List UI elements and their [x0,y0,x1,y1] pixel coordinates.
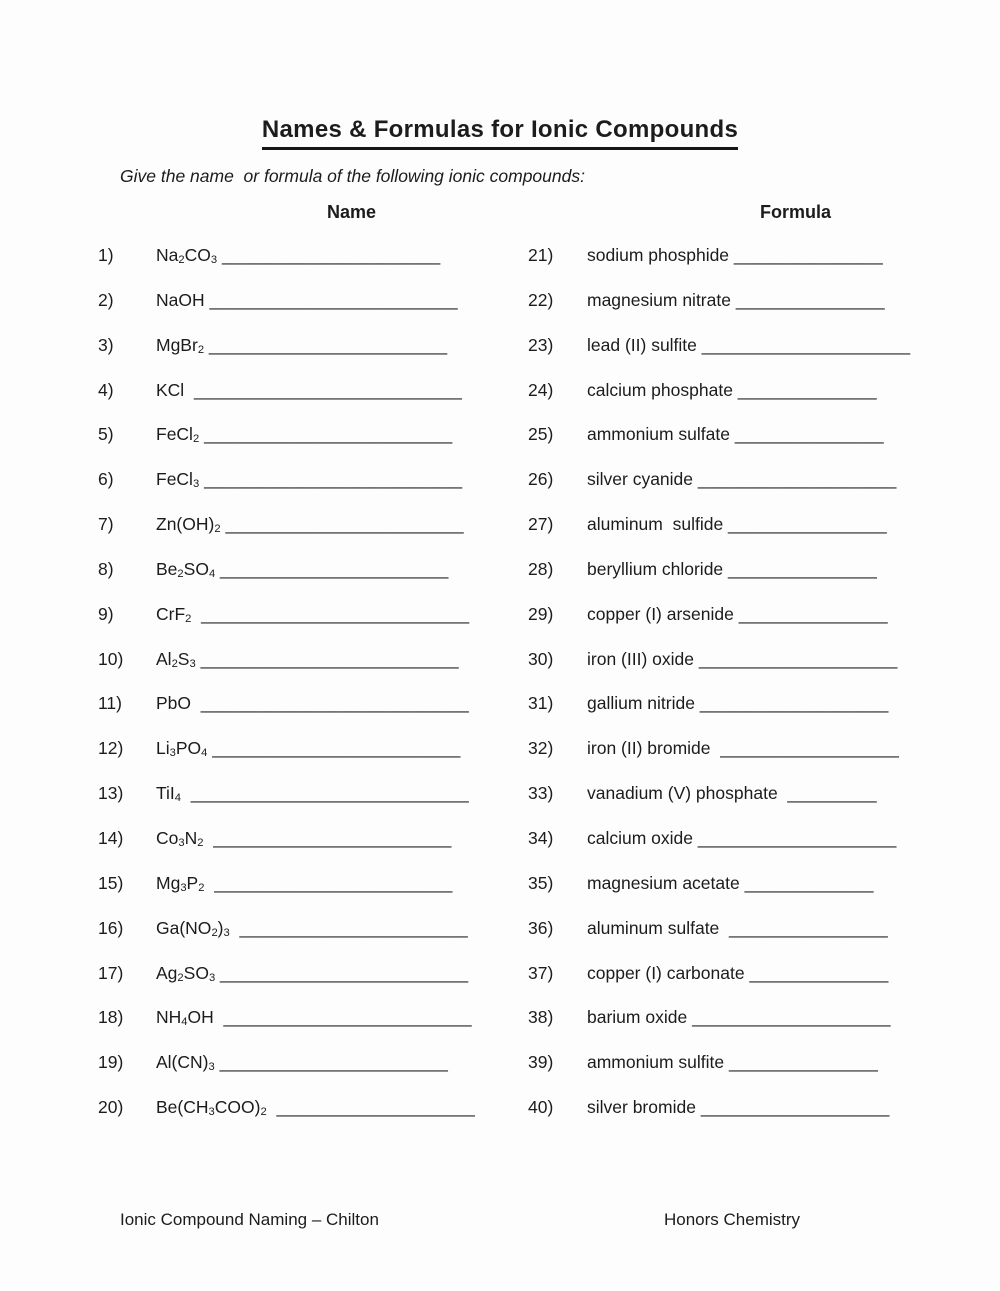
worksheet-row [98,558,528,603]
item-number: 27) [528,514,554,535]
answer-blank: _______________ [733,245,883,265]
item-number: 1) [98,245,114,265]
compound-formula: $NH_4OH$ [156,1007,219,1029]
worksheet-row [98,782,528,827]
item-number: 7) [98,514,114,535]
worksheet-row [98,1051,528,1096]
answer-blank: ___________________ [700,1097,890,1118]
worksheet-row [98,917,528,962]
item-number: 9) [98,603,114,624]
worksheet-row [528,1006,988,1051]
item-number: 18) [98,1007,124,1028]
item-number: 21) [528,245,554,265]
item-number: 16) [98,917,124,938]
page-title-wrap [0,116,1000,150]
compound-name: barium oxide [587,1007,688,1028]
item-number: 17) [98,962,124,983]
item-number: 30) [528,648,554,669]
answer-blank: _______________ [735,289,885,310]
answer-blank: ___________________________ [201,603,470,624]
answer-blank: _______________________ [239,917,468,938]
worksheet-row [98,379,528,424]
answer-blank: _________ [787,783,877,804]
item-number: 3) [98,334,114,355]
item-number: 25) [528,424,554,445]
answer-blank: _________________________ [223,1007,472,1028]
item-number: 40) [528,1097,554,1118]
worksheet-row [528,782,988,827]
worksheet-row [98,423,528,468]
worksheet-row [98,737,528,782]
formula-column-header: Formula [760,202,832,222]
worksheet-row [528,917,988,962]
item-number: 10) [98,648,124,669]
compound-name: iron (III) oxide [587,648,694,669]
compound-formula: $Al_2S_3$ [156,648,196,670]
compound-formula: PbO [156,693,196,714]
compound-formula: FeCl$_2$ [156,424,200,446]
item-number: 15) [98,872,124,893]
answer-blank: ______________ [737,379,877,400]
answer-blank: ____________________ [276,1097,476,1118]
item-number: 13) [98,783,124,804]
worksheet-row [528,379,988,424]
answer-blank: __________________________ [200,648,459,669]
compound-formula: $Al(CN)_3$ [156,1052,215,1074]
answer-blank: ________________________ [213,827,452,848]
compound-name: aluminum sulfide [587,514,724,535]
answer-blank: ____________________________ [190,783,469,804]
compound-formula: $Zn(OH)_2$ [156,514,221,536]
answer-blank: _______________ [729,1052,879,1073]
compound-formula: $Be_2SO_4$ [156,558,216,580]
answer-blank: ____________________ [697,469,897,490]
item-number: 12) [98,738,124,759]
compound-formula: NaOH [156,289,205,310]
compound-name: gallium nitride [587,693,695,714]
item-number: 32) [528,738,554,759]
worksheet-row [528,468,988,513]
compound-formula: FeCl$_3$ [156,469,200,491]
compound-formula: CrF$_2$ [156,603,192,625]
footer-class-label: Honors Chemistry [664,1210,801,1229]
item-number: 36) [528,917,554,938]
worksheet-row [98,1096,528,1141]
compound-formula: TiI$_4$ [156,783,182,805]
answer-blank: ____________________ [698,648,898,669]
item-number: 4) [98,379,114,400]
answer-blank: _______________ [734,424,884,445]
item-number: 39) [528,1052,554,1073]
compound-formula: KCl [156,379,190,400]
worksheet-row [528,244,988,289]
worksheet-row [528,1096,988,1141]
worksheet-row [528,603,988,648]
compound-name: calcium oxide [587,827,694,848]
compound-name: magnesium nitrate [587,289,731,310]
answer-blank: __________________________ [204,469,463,490]
compound-name: sodium phosphide [587,245,730,265]
compound-name: vanadium (V) phosphate [587,783,783,804]
compound-name: silver bromide [587,1097,696,1118]
answer-blank: _________________________ [220,962,469,983]
answer-blank: ________________________ [225,514,464,535]
answer-blank: ____________________ [697,827,897,848]
item-number: 23) [528,334,554,355]
name-column-header: Name [327,202,377,222]
worksheet-row [98,513,528,558]
compound-name: iron (II) bromide [587,738,716,759]
item-number: 33) [528,783,554,804]
item-number: 38) [528,1007,554,1028]
compound-name: beryllium chloride [587,558,724,579]
worksheet-row [98,1006,528,1051]
answer-blank: ___________________________ [193,379,463,400]
page-title: Names & Formulas for Ionic Compounds [262,116,738,150]
footer-course-label: Ionic Compound Naming – Chilton [120,1210,379,1229]
worksheet-row [528,423,988,468]
answer-blank: _____________________ [701,334,911,355]
worksheet-row [98,468,528,513]
answer-blank: __________________ [720,738,900,759]
compound-formula: $Co_3N_2$ [156,827,204,849]
answer-blank: _________________________ [212,738,461,759]
answer-blank: _______________________ [219,1052,449,1073]
item-number: 20) [98,1097,124,1118]
compound-name: calcium phosphate [587,379,733,400]
answer-blank: ______________________ [221,245,441,265]
item-number: 29) [528,603,554,624]
instructions-text: Give the name or formula of the following ionic compounds: [120,166,585,186]
item-number: 24) [528,379,554,400]
answer-blank: _______________ [728,558,878,579]
item-number: 5) [98,424,114,445]
answer-blank: ________________________ [214,872,453,893]
worksheet-row [528,1051,988,1096]
worksheet-row [98,289,528,334]
worksheet-row [528,692,988,737]
item-number: 14) [98,827,124,848]
compound-formula: $Mg_3P_2$ [156,872,205,894]
item-number: 28) [528,558,554,579]
compound-name: ammonium sulfate [587,424,730,445]
worksheet-row [528,872,988,917]
answer-blank: ____________________ [692,1007,891,1028]
item-number: 8) [98,558,114,579]
worksheet-row [528,513,988,558]
item-number: 35) [528,872,554,893]
compound-formula: $Ga(NO_2)_3$ [156,917,230,939]
item-number: 31) [528,693,554,714]
worksheet-row [98,334,528,379]
answer-blank: ___________________ [699,693,889,714]
answer-blank: _________________________ [204,424,453,445]
answer-blank: ________________ [729,917,888,938]
worksheet-row [98,244,528,289]
item-number: 19) [98,1052,124,1073]
compound-name: magnesium acetate [587,872,740,893]
answer-blank: _____________ [744,872,874,893]
worksheet-row [98,692,528,737]
answer-blank: ______________ [749,962,889,983]
compound-formula: $Na_2CO_3$ [156,245,218,267]
answer-blank: ________________ [728,514,887,535]
worksheet-row [528,737,988,782]
worksheet-row [528,827,988,872]
name-column [98,244,528,1141]
worksheet-row [528,558,988,603]
worksheet-row [98,603,528,648]
answer-blank: ___________________________ [200,693,469,714]
compound-name: lead (II) sulfite [587,334,697,355]
item-number: 26) [528,469,554,490]
compound-formula: MgBr$_2$ [156,334,205,356]
compound-formula: $Be(CH_3COO)_2$ [156,1097,267,1119]
worksheet-row [528,289,988,334]
item-number: 22) [528,289,554,310]
worksheet-row [528,962,988,1007]
item-number: 6) [98,469,114,490]
compound-name: aluminum sulfate [587,917,725,938]
worksheet-row [528,648,988,693]
item-number: 2) [98,289,114,310]
worksheet-row [528,334,988,379]
worksheet-row [98,962,528,1007]
compound-formula: $Li_3PO_4$ [156,738,208,760]
worksheet-row [98,648,528,693]
compound-name: copper (I) arsenide [587,603,734,624]
item-number: 34) [528,827,554,848]
worksheet-row [98,827,528,872]
compound-name: copper (I) carbonate [587,962,745,983]
compound-formula: $Ag_2SO_3$ [156,962,216,984]
answer-blank: _______________ [738,603,888,624]
compound-name: ammonium sulfite [587,1052,725,1073]
answer-blank: _______________________ [220,558,449,579]
formula-column [528,244,988,1141]
answer-blank: _________________________ [209,289,458,310]
compound-name: silver cyanide [587,469,694,490]
item-number: 11) [98,693,122,714]
item-number: 37) [528,962,554,983]
worksheet-row [98,872,528,917]
answer-blank: ________________________ [208,334,448,355]
